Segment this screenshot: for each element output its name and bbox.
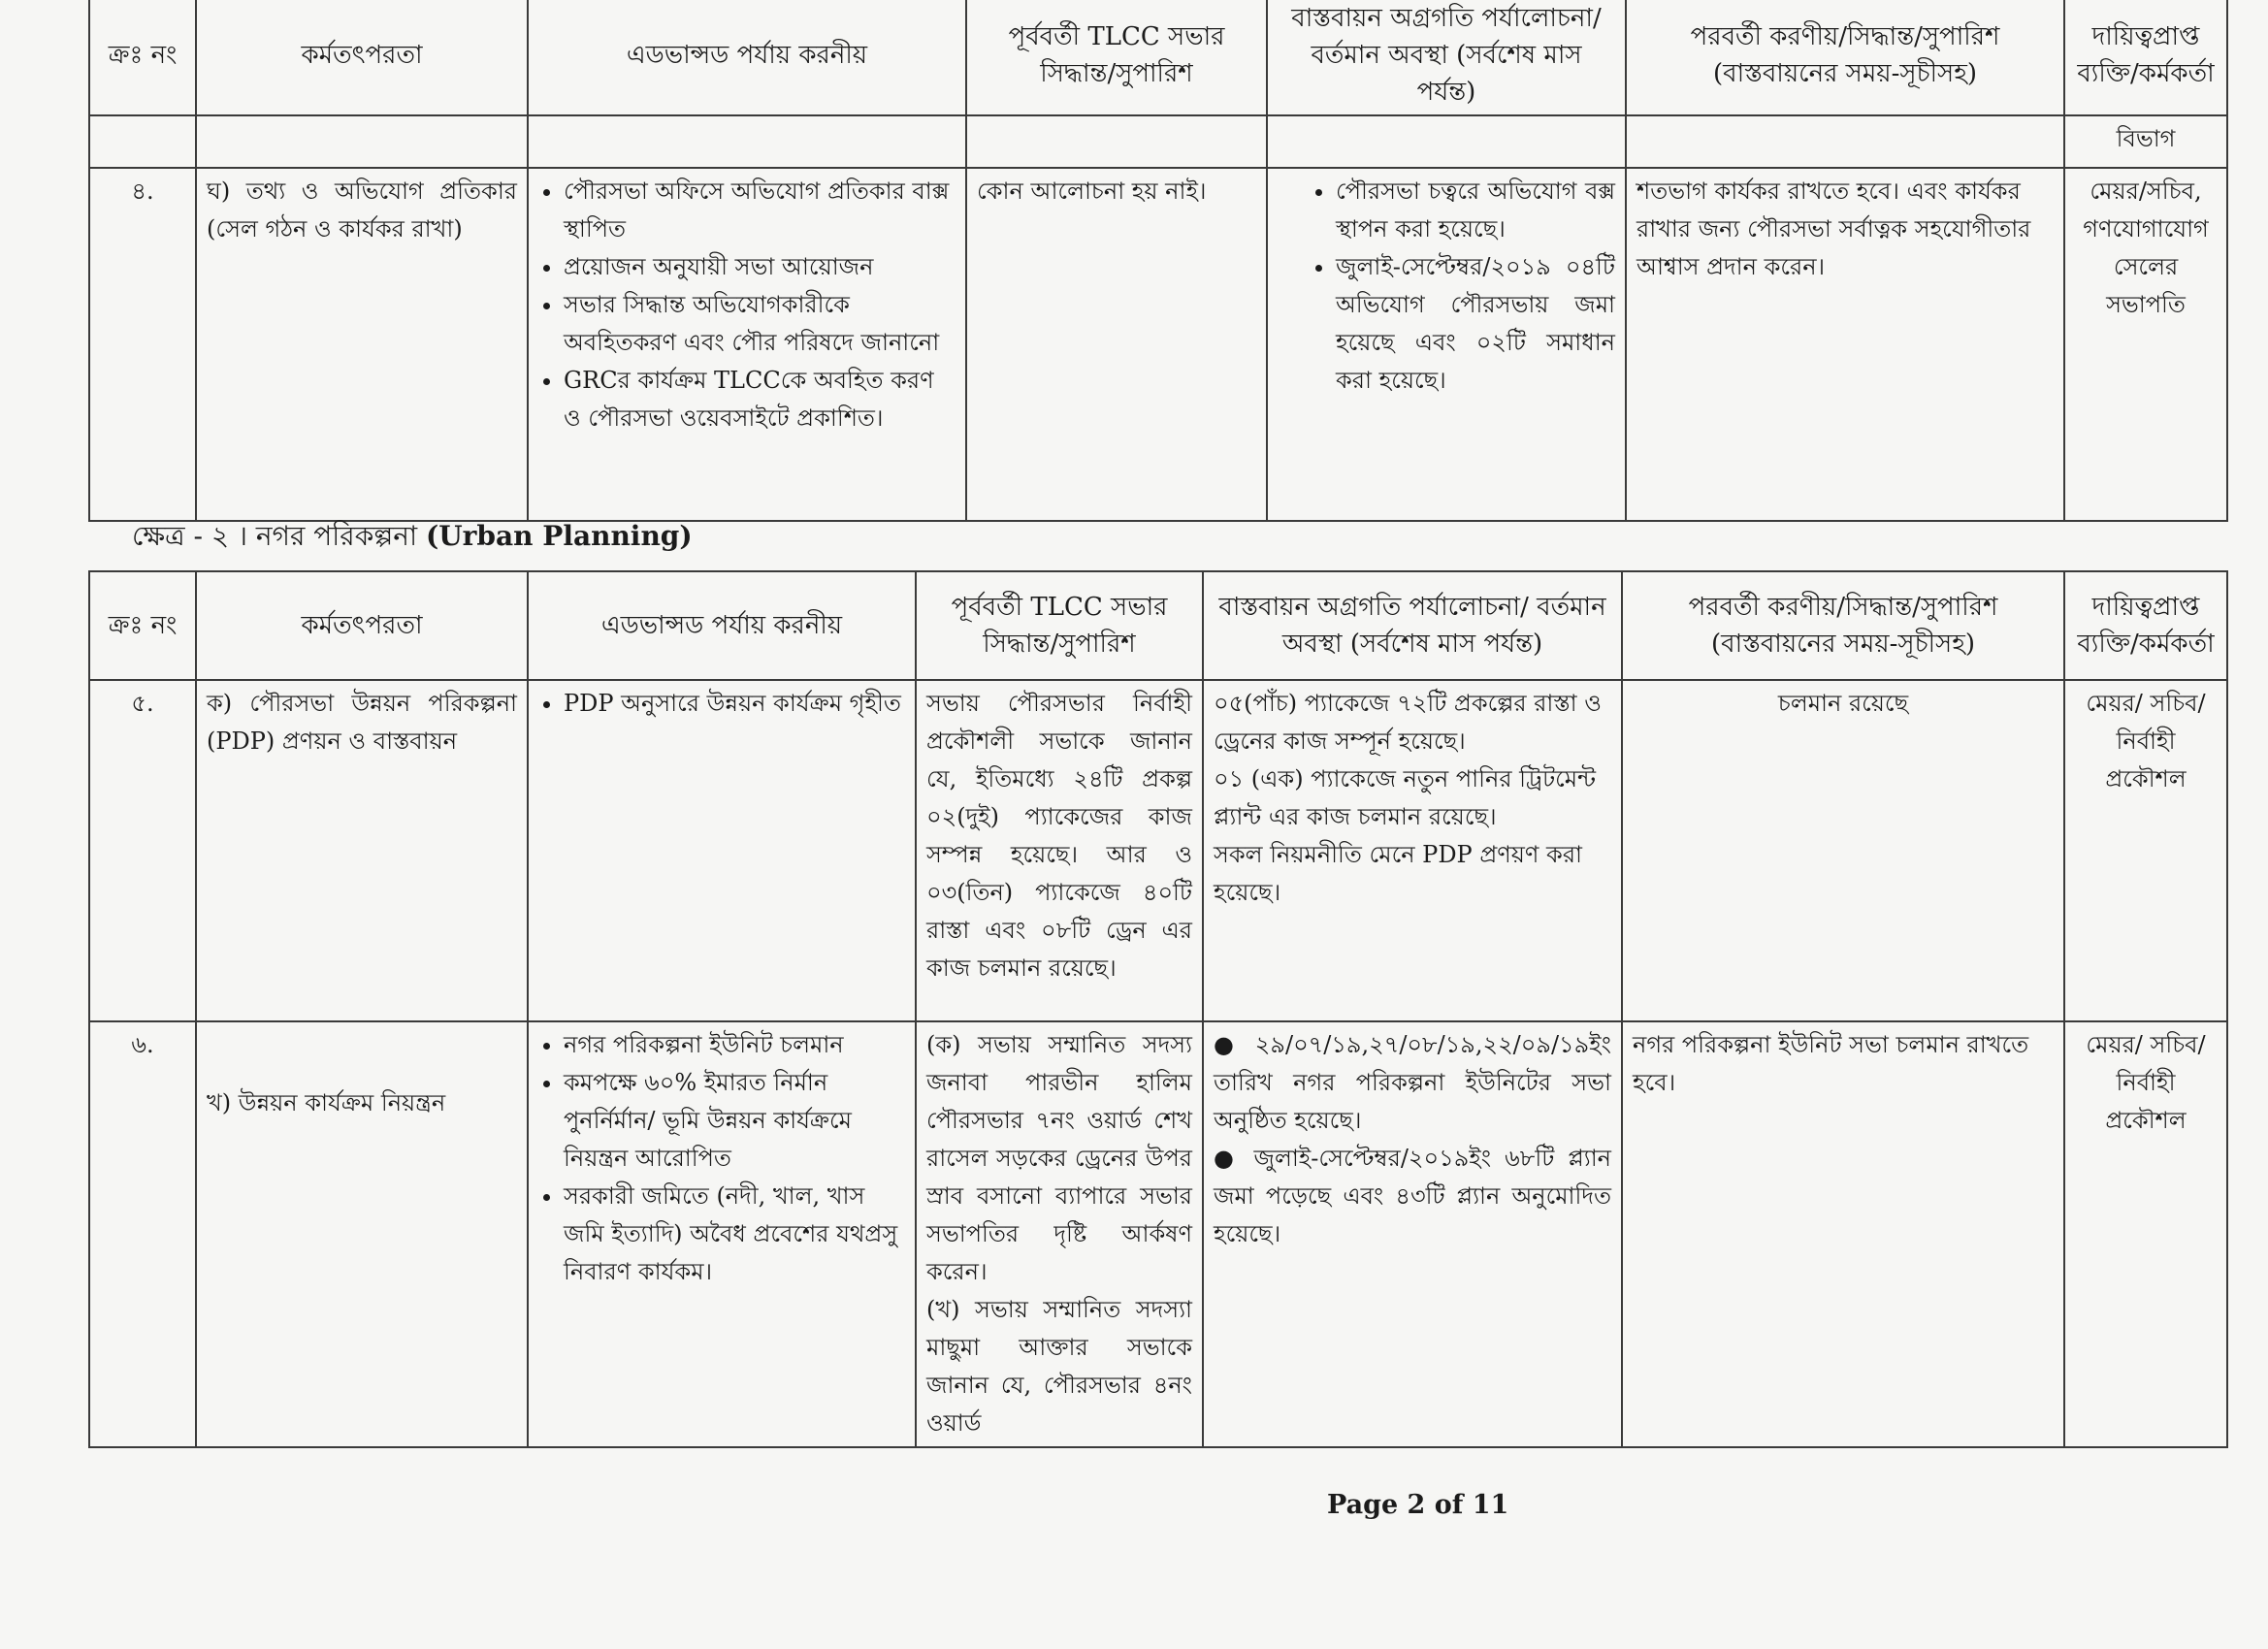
row4-next-action: শতভাগ কার্যকর রাখতে হবে। এবং কার্যকর রাখার জন্য পৌরসভা সর্বাত্নক সহযোগীতার আশ্বাস প্রদান করেন। [1626,168,2064,521]
table-governance [88,0,2228,522]
section-title-bn: নগর পরিকল্পনা [255,520,418,552]
row6-responsible: মেয়র/ সচিব/নির্বাহী প্রকৌশল [2064,1021,2227,1447]
row6-advanced [528,1021,916,1447]
prev-decision-para: (ক) সভায় সম্মানিত সদস্য জনাবা পারভীন হালিম পৌরসভার ৭নং ওয়ার্ড শেখ রাসেল সড়কের ড্রেনের উপর স্রাব বসানো ব্যাপারে সভার সভাপতির দৃষ্টি আর্কষণ করেন। [926,1031,1192,1285]
row6-sl: ৬. [89,1021,196,1447]
row5-progress [1203,680,1622,1021]
list-item: • সরকারী জমিতে (নদী, খাল, খাস জমি ইত্যাদি) অবৈধ প্রবেশের যথপ্রসু নিবারণ কার্যকম। [564,1178,905,1291]
header-responsible: দায়িত্বপ্রাপ্ত ব্যক্তি/কর্মকর্তা [2064,571,2227,680]
list-item: • নগর পরিকল্পনা ইউনিট চলমান [564,1026,905,1064]
progress-line: ● জুলাই-সেপ্টেম্বর/২০১৯ইং ৬৮টি প্ল্যান জমা পড়েছে এবং ৪৩টি প্ল্যান অনুমোদিত হয়েছে। [1214,1145,1611,1247]
list-item: • কমপক্ষে ৬০% ইমারত নির্মান পুনর্নির্মান/ ভূমি উন্নয়ন কার্যক্রমে নিয়ন্ত্রন আরোপিত [564,1064,905,1178]
header-prev-decision: পূর্ববর্তী TLCC সভার সিদ্ধান্ত/সুপারিশ [966,0,1267,115]
list-item: • PDP অনুসারে উন্নয়ন কার্যক্রম গৃহীত [564,685,905,723]
list-item: • জুলাই-সেপ্টেম্বর/২০১৯ ০৪টি অভিযোগ পৌরসভায় জমা হয়েছে এবং ০২টি সমাধান করা হয়েছে। [1336,248,1615,400]
row5-prev-decision: সভায় পৌরসভার নির্বাহী প্রকৌশলী সভাকে জানান যে, ইতিমধ্যে ২৪টি প্রকল্প ০২(দুই) প্যাকেজের কাজ সম্পন্ন হয়েছে। আর ও ০৩(তিন) প্যাকেজে ৪০টি রাস্তা এবং ০৮টি ড্রেন এর কাজ চলমান রয়েছে। [916,680,1203,1021]
list-item: • পৌরসভা অফিসে অভিযোগ প্রতিকার বাক্স স্থাপিত [564,173,956,248]
row5-sl: ৫. [89,680,196,1021]
section-heading [132,515,693,561]
row6-activity: খ) উন্নয়ন কার্যক্রম নিয়ন্ত্রন [196,1021,528,1447]
progress-line: ●২৯/০৭/১৯,২৭/০৮/১৯,২২/০৯/১৯ইং তারিখ নগর পরিকল্পনা ইউনিটের সভা অনুষ্ঠিত হয়েছে। [1214,1031,1611,1134]
row5-next-action: চলমান রয়েছে [1622,680,2064,1021]
table-urban-planning [88,570,2228,1448]
row5-activity: ক) পৌরসভা উন্নয়ন পরিকল্পনা (PDP) প্রণয়ন ও বাস্তবায়ন [196,680,528,1021]
list-item: • সভার সিদ্ধান্ত অভিযোগকারীকে অবহিতকরণ এবং পৌর পরিষদে জানানো [564,286,956,362]
list-item: • পৌরসভা চত্বরে অভিযোগ বক্স স্থাপন করা হয়েছে। [1336,173,1615,248]
header-sl: ক্রঃ নং [89,571,196,680]
header-next-action: পরবর্তী করণীয়/সিদ্ধান্ত/সুপারিশ (বাস্তবায়নের সময়-সূচীসহ) [1622,571,2064,680]
header-advanced: এডভান্সড পর্যায় করনীয় [528,0,966,115]
header-activity: কর্মতৎপরতা [196,0,528,115]
section-title-en: (Urban Planning) [426,520,693,552]
header-advanced: এডভান্সড পর্যায় করনীয় [528,571,916,680]
carryover-responsible: বিভাগ [2064,115,2227,168]
header-activity: কর্মতৎপরতা [196,571,528,680]
table-row-4 [89,168,2227,521]
row4-progress [1267,168,1626,521]
row6-progress [1203,1021,1622,1447]
header-prev-decision: পূর্ববর্তী TLCC সভার সিদ্ধান্ত/সুপারিশ [916,571,1203,680]
header-progress: বাস্তবায়ন অগ্রগতি পর্যালোচনা/ বর্তমান অবস্থা (সর্বশেষ মাস পর্যন্ত) [1203,571,1622,680]
row4-activity: ঘ) তথ্য ও অভিযোগ প্রতিকার (সেল গঠন ও কার্যকর রাখা) [196,168,528,521]
progress-line: ০৫(পাঁচ) প্যাকেজে ৭২টি প্রকল্পের রাস্তা ও ড্রেনের কাজ সম্পূর্ন হয়েছে। [1214,690,1602,755]
row4-responsible: মেয়র/সচিব, গণযোগাযোগ সেলের সভাপতি [2064,168,2227,521]
header-progress: বাস্তবায়ন অগ্রগতি পর্যালোচনা/ বর্তমান অবস্থা (সর্বশেষ মাস পর্যন্ত) [1267,0,1626,115]
row6-prev-decision [916,1021,1203,1447]
table-row-carryover [89,115,2227,168]
header-next-action: পরবর্তী করণীয়/সিদ্ধান্ত/সুপারিশ (বাস্তবায়নের সময়-সূচীসহ) [1626,0,2064,115]
table-row-5 [89,680,2227,1021]
row4-sl: ৪. [89,168,196,521]
row4-prev-decision: কোন আলোচনা হয় নাই। [966,168,1267,521]
list-item: • প্রয়োজন অনুযায়ী সভা আয়োজন [564,248,956,286]
row5-advanced [528,680,916,1021]
row6-next-action: নগর পরিকল্পনা ইউনিট সভা চলমান রাখতে হবে। [1622,1021,2064,1447]
row5-responsible: মেয়র/ সচিব/নির্বাহী প্রকৌশল [2064,680,2227,1021]
header-responsible: দায়িত্বপ্রাপ্ত ব্যক্তি/কর্মকর্তা [2064,0,2227,115]
progress-line: সকল নিয়মনীতি মেনে PDP প্রণয়ণ করা হয়েছে। [1214,841,1582,906]
table-header-row [89,571,2227,680]
header-sl: ক্রঃ নং [89,0,196,115]
list-item: • GRCর কার্যক্রম TLCCকে অবহিত করণ ও পৌরসভা ওয়েবসাইটে প্রকাশিত। [564,362,956,437]
table-header-row [89,0,2227,115]
section-label: ক্ষেত্র - ২ । [132,520,247,552]
row4-advanced [528,168,966,521]
prev-decision-para: (খ) সভায় সম্মানিত সদস্যা মাছুমা আক্তার সভাকে জানান যে, পৌরসভার ৪নং ওয়ার্ড [926,1296,1192,1437]
table-row-6 [89,1021,2227,1447]
page-number: Page 2 of 11 [1327,1490,1509,1520]
progress-line: ০১ (এক) প্যাকেজে নতুন পানির ট্রিটমেন্ট প্ল্যান্ট এর কাজ চলমান রয়েছে। [1214,765,1596,830]
